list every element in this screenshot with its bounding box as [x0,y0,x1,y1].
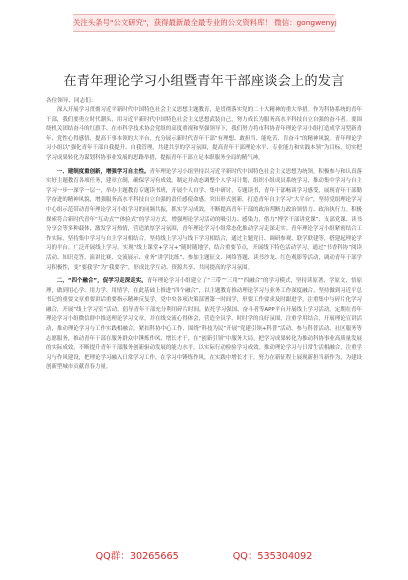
bottom-contact-banner [46,548,362,562]
paragraph [46,106,362,164]
paragraph [46,168,362,274]
qq-number: QQ：535304092 [232,551,313,562]
paragraph [46,277,362,373]
page-title: 在青年理论学习小组暨青年干部座谈会上的发言 [63,74,345,89]
paragraph-text: 青年理论学习小组建立了“三带”“三用”“四融合”的学习模式，坚持读原著、学原文、悟原理，做到用心学、用力学、用情学，在此基础上推进“四个融合”，以主题教育推动理论学习与业务工作深度融合。坚持做到习近平总书记的重要文章重要讲话重要指示精神反复学，党中央各项决策部署第一时间学，形要工作要求及时跟进学，注重集中与碎片化学习融合，开展“线上学习室”活动，倡导青年干部充分利用碎片时间，依托学习强国、奋斗者等APP平台开展线上学习活动。定期在青年理论学习小组微信群中推送理论学习文章，并在线交流心得体会，营造全员学、时时学的良好氛围，注重学用结合，开展理论宣讲活动，推动理论学习与工作实践相融合。紧扣科协中心工作，围绕“科技为民”开展“党建引领+科普”活动，参与科普活动、社区服务等志愿服务，推动青年干部在服务群众中锤炼作风、增长才干，在“创新引领”中服务大局，把学习成果转化为推动科协事业高质量发展的实际成效，不断提升青年干部服务创新驱动发展的能力水平，以实际行动检验学习成效。推动理论学习与日常生活相融合，注重学习与作风建设，把理论学习融入日常学习工作，在学习中锤炼作风，在实践中增长才干，努力在新征程上展现新担当新作为，为建设创新型城市贡献青春力量。 [46,278,363,371]
document-body [46,106,362,377]
salutation: 各位领导、同志们： [46,98,97,104]
section-heading: 一、建制度重创新，增强学习自主性。 [56,168,150,175]
top-promo-banner: 关注头条号"公文研究"，获得最新最全最专业的公文资料库！ 微信：gongwenyj [73,14,335,32]
qq-group-number: QQ群：30265665 [95,551,179,562]
section-heading: 二、“四个融合”，促学习走深走实。 [56,278,147,285]
paragraph-text: 深入开展学习贯彻习近平新时代中国特色社会主义思想主题教育，是贯彻落实党的二十大精神的重大举措。作为科协系统的青年干部，我们要勇立时代潮头，用习近平新时代中国特色社会主义思想武装自己，努力成长为服务高水平科技自立自强的奋斗者。要围绕机关团结奋斗的红旗手、在市科学技术协会党组的高度重视和坚强领导下，我们努力将市科协青年理论学习小组打造成学习型新青年、党性心得感悟、提高干事本领的大平台，充分展示新时代青年干部“有理想、敢担当、能吃苦、肯奋斗”的精神风貌。青年理论学习小组以“强化青年干部自我提升、自我管理，共建共享的学习氛围，提高青年干部理论水平、专业能力和实践本领”为目标，切实把学习成果转化为谋划科协事业发展的思路举措，提振青年干部立足本职服务全局的精气神。 [46,107,362,161]
paragraph-text: 青年理论学习小组坚持以习近平新时代中国特色社会主义思想为统领，积极参与和认真落实好主题教育各项任务，建章立制，确保学习有成效。制定并动态调整个人学习计划，组织小组成员系统学习，推动集中学习与自主学习一步一深学一层一，举办主题教育专题读书班，开展个人自学、集中研讨，专题读书，青年干部畅谈学习感受，展现青年干部勤学奋进的精神风貌，增强服务高水平科技自立自强的责任感使命感。突出形式创新，打造青年自主学习“大平台”，坚持党组理论学习中心组示范带动青年理论学习小组学习的同频共振，抓实学习成效，不断提高青年干部的政治判断力政治领悟力、政治执行力。积极探索符合新时代青年“互动式”“体验式”的学习方式，增强理论学习活动的吸引力、感染力，借力“博学干部讲党课”、支部党课、读书分享会等多种载体，激发学习热情，营造浓厚学习氛围，青年理论学习小组常态化推动学习走深走实。青年理论学习小组紧密结合工作实际，坚持集中学习与自主学习相结合，坚持线上学习与线下学习相结合，通过主题党日、调研参观、联学联建等，搭建起理论学习的平台。广泛开展线上学习，实现“线上课堂+学习+”随时随地学，结合重要节点，开展线下特色活动学习，通过“书香科协”阅读活动、知识竞答、演讲比赛、交流展示、业务“讲学比练”、参加主题征文、网络答题、读书沙龙、红色观影等活动，调动青年干部学习积极性，变“要我学”为“我要学”，形成比学互动、资源共享、共同提高的学习氛围。 [46,168,362,271]
